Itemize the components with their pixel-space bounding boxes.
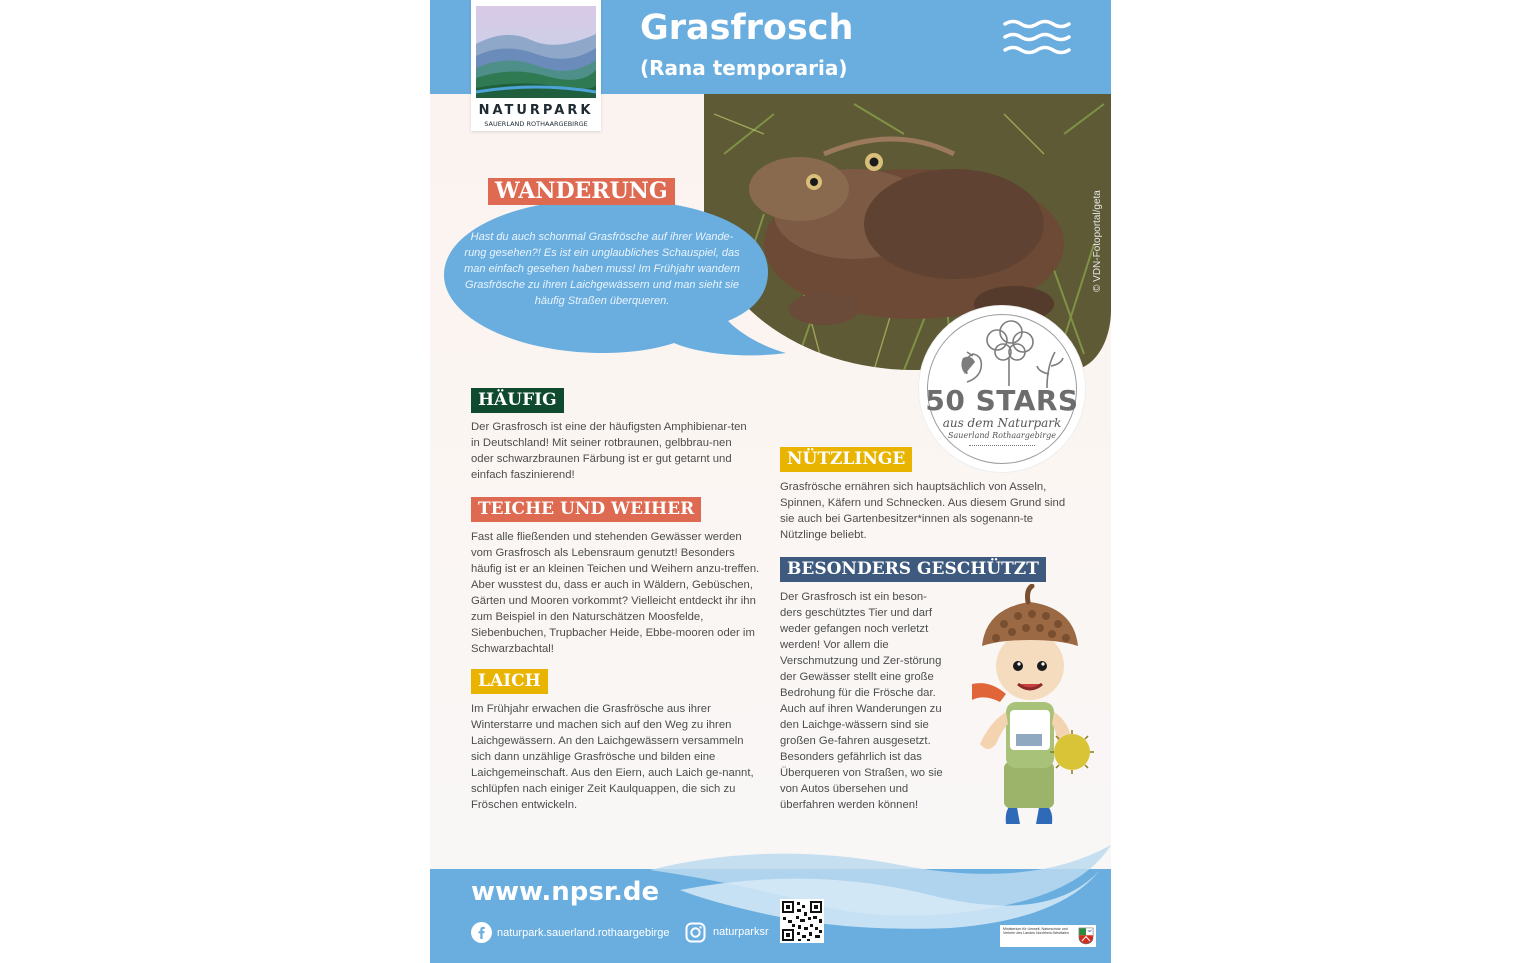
heading-teiche: TEICHE UND WEIHER (471, 497, 701, 522)
page-title: Grasfrosch (640, 8, 854, 48)
heading-nuetzlinge: NÜTZLINGE (780, 447, 912, 472)
page-subtitle: (Rana temporaria) (640, 56, 848, 80)
badge-line1: aus dem Naturpark (942, 416, 1062, 430)
badge-line2: Sauerland Rothaargebirge (948, 431, 1056, 440)
acorn-mascot (960, 584, 1095, 834)
badge-title: 50 STARS (925, 384, 1079, 417)
text-haeufig: Der Grasfrosch ist eine der häufigsten Amphibienar-ten in Deutschland! Mit seiner rotbraunen, gelbbrau-nen oder schwarzbraunen Färbung ist er gut getarnt und einfach faszinierend! (471, 421, 747, 481)
text-teiche: Fast alle fließenden und stehenden Gewässer werden vom Grasfrosch als Lebensraum genutzt! Besonders häufig ist er an kleinen Teichen und Weihern anzu-treffen. Aber wusstest du, dass er auch in Wäldern, Gebüschen, Gärten und Mooren vorkommt? Vielleicht entdeckt ihr ihn zum Beispiel in den Naturschätzen Moosfelde, Siebenbuchen, Trupbacher Heide, Ebbe-mooren oder im Schwarzbachtal! (471, 531, 760, 655)
ministry-name: Ministerium für Umwelt, Naturschutz und Verkehr des Landes Nordrhein-Westfalen (1003, 927, 1069, 936)
naturpark-logo[interactable] (471, 0, 601, 131)
heading-laich: LAICH (471, 669, 548, 694)
waves-icon (1002, 18, 1072, 56)
badge-dots (969, 445, 1035, 446)
website-link[interactable]: www.npsr.de (471, 877, 660, 907)
nrw-crest-icon (1078, 927, 1094, 945)
instagram-icon[interactable] (685, 922, 706, 943)
ministry-logo[interactable] (1000, 925, 1096, 947)
text-laich: Im Frühjahr erwachen die Grasfrösche aus ihrer Winterstarre und machen sich auf den Weg zu ihren Laichgewässern. An den Laichgewässern versammeln sich dann unzählige Grasfrösche und bilden eine Laichgemeinschaft. Aus den Eiern, auch Laich ge-nannt, schlüpfen nach einiger Zeit Kaulquappen, die sich zu Fröschen entwickeln. (471, 703, 754, 811)
instagram-handle[interactable]: naturparksr (713, 926, 769, 938)
qr-code-icon[interactable] (780, 899, 824, 943)
text-wanderung: Hast du auch schonmal Grasfrösche auf ihrer Wande-rung gesehen?! Es ist ein unglaubliches Schauspiel, das man einfach gesehen haben muss! Im Frühjahr wandern Grasfrösche zu ihren Laichgewässern und man sieht sie häufig Straßen überqueren. (464, 231, 740, 307)
heading-geschuetzt: BESONDERS GESCHÜTZT (780, 557, 1046, 582)
text-geschuetzt: Der Grasfrosch ist ein beson-ders geschütztes Tier und darf weder gefangen noch verletzt werden! Vor allem die Verschmutzung und Zer-störung der Gewässer stellt eine große Bedrohung für die Frösche dar. Auch auf ihren Wanderungen zu den Laichge-wässern sind sie großen Ge-fahren ausgesetzt. Besonders gefährlich ist das Überqueren von Straßen, wo sie von Autos übersehen und überfahren werden können! (780, 591, 943, 811)
logo-wordmark: NATURPARK (478, 103, 594, 118)
heading-wanderung: WANDERUNG (488, 178, 675, 205)
logo-landscape-icon (476, 6, 596, 98)
poster (430, 0, 1111, 963)
photo-credit: © VDN-Fotoportal/geta (1092, 190, 1103, 292)
text-nuetzlinge: Grasfrösche ernähren sich hauptsächlich von Asseln, Spinnen, Käfern und Schnecken. Aus diesem Grund sind sie auch bei Gartenbesitzer*innen als sogenann-te Nützlinge beliebt. (780, 481, 1066, 541)
facebook-handle[interactable]: naturpark.sauerland.rothaargebirge (497, 927, 670, 939)
fifty-stars-badge (919, 306, 1085, 472)
facebook-icon[interactable] (471, 922, 492, 943)
logo-subtitle: SAUERLAND ROTHAARGEBIRGE (484, 120, 588, 128)
heading-haeufig: HÄUFIG (471, 388, 564, 413)
